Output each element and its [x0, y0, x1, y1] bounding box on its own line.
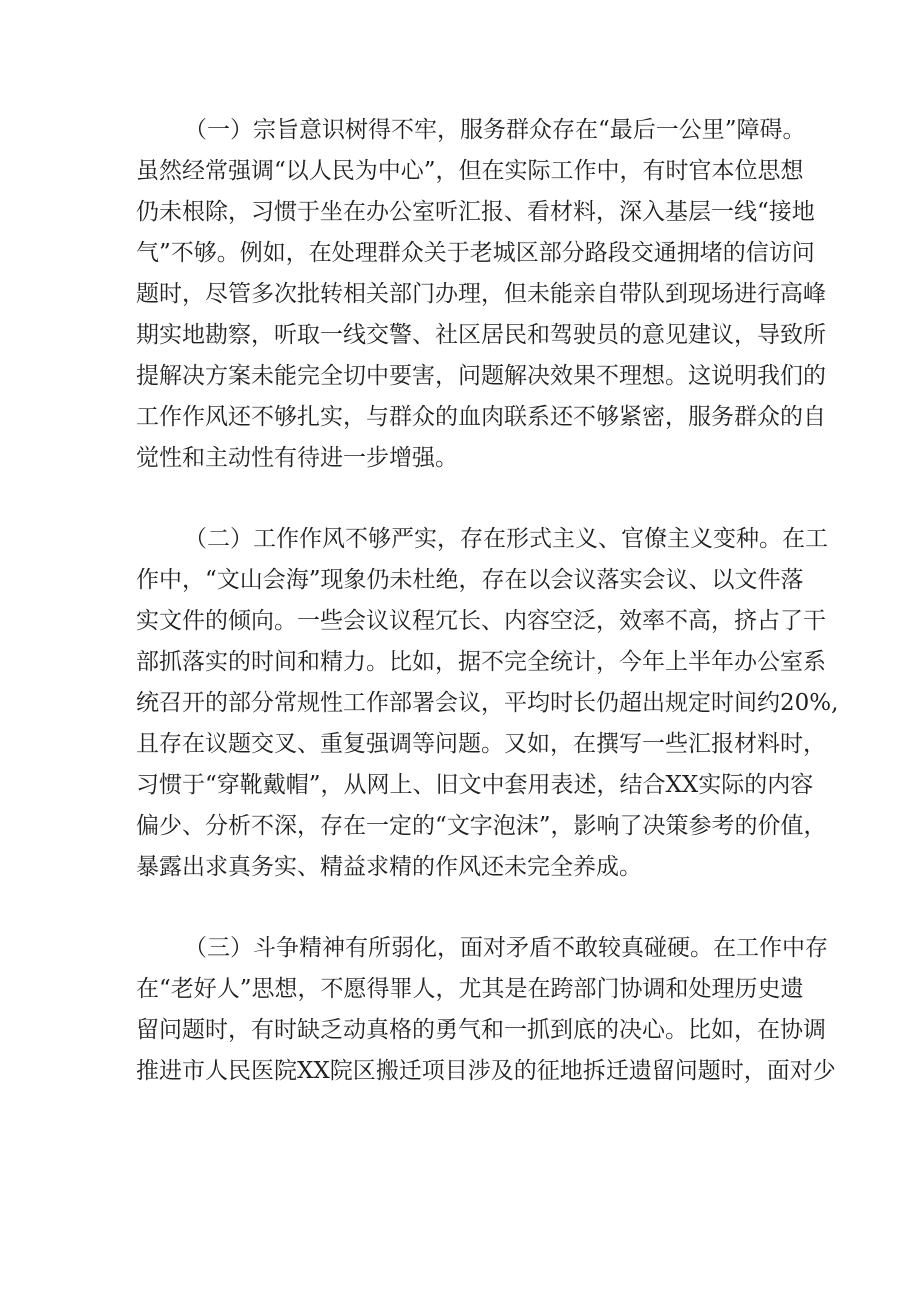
text-line: 偏少、分析不深，存在一定的“文字泡沫”，影响了决策参考的价值，: [136, 813, 827, 839]
text-line: 统召开的部分常规性工作部署会议，平均时长仍超出规定时间约20%,: [136, 690, 839, 716]
text-line: 题时，尽管多次批转相关部门办理，但未能亲自带队到现场进行高峰: [136, 281, 826, 307]
text-line: 期实地勘察，听取一线交警、社区居民和驾驶员的意见建议，导致所: [136, 322, 826, 348]
text-line: 推进市人民医院XX院区搬迁项目涉及的征地拆迁遗留问题时，面对少: [136, 1058, 836, 1084]
text-line: 仍未根除，习惯于坐在办公室听汇报、看材料，深入基层一线“接地: [136, 199, 815, 225]
text-line: 实文件的倾向。一些会议议程冗长、内容空泛，效率不高，挤占了干: [136, 608, 826, 634]
text-line: （二）工作作风不够严实，存在形式主义、官僚主义变种。在工: [184, 526, 828, 552]
text-line: 且存在议题交叉、重复强调等问题。又如，在撰写一些汇报材料时，: [136, 731, 826, 757]
text-line: 虽然经常强调“以人民为中心”，但在实际工作中，有时官本位思想: [136, 158, 804, 184]
text-line: 部抓落实的时间和精力。比如，据不完全统计，今年上半年办公室系: [136, 649, 826, 675]
text-line: 留问题时，有时缺乏动真格的勇气和一抓到底的决心。比如，在协调: [136, 1017, 826, 1043]
text-line: 在“老好人”思想，不愿得罪人，尤其是在跨部门协调和处理历史遗: [136, 976, 804, 1002]
text-line: 暴露出求真务实、精益求精的作风还未完全养成。: [136, 854, 642, 880]
text-line: （三）斗争精神有所弱化，面对矛盾不敢较真碰硬。在工作中存: [184, 935, 828, 961]
text-line: 习惯于“穿靴戴帽”，从网上、旧文中套用表述，结合XX实际的内容: [136, 772, 814, 798]
text-line: 工作作风还不够扎实，与群众的血肉联系还不够紧密，服务群众的自: [136, 404, 826, 430]
text-line: 觉性和主动性有待进一步增强。: [136, 445, 458, 471]
text-line: 提解决方案未能完全切中要害，问题解决效果不理想。这说明我们的: [136, 363, 826, 389]
text-line: （一）宗旨意识树得不牢，服务群众存在“最后一公里”障碍。: [184, 117, 806, 143]
text-line: 作中，“文山会海”现象仍未杜绝，存在以会议落实会议、以文件落: [136, 567, 804, 593]
text-line: 气”不够。例如，在处理群众关于老城区部分路段交通拥堵的信访问: [136, 240, 815, 266]
